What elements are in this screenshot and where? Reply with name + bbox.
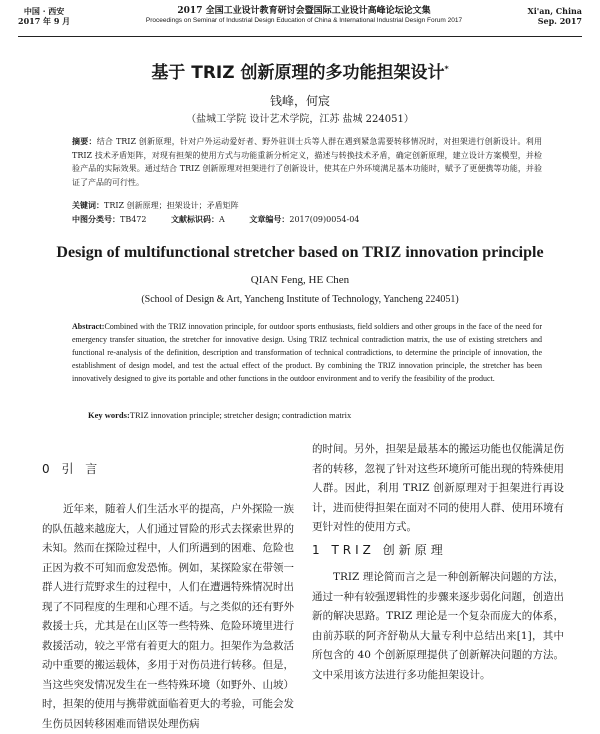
header-proceedings [96, 6, 512, 26]
header-date-en: Sep. 2017 [537, 16, 582, 26]
keywords-cn [72, 200, 239, 211]
header-location: 中国 · 西安 [23, 6, 65, 16]
authors-cn: 钱峰，何宸 [269, 94, 330, 108]
section-0-continuation [312, 440, 564, 538]
classification-line [72, 214, 381, 225]
article-number-value: 2017(09)0054-04 [289, 215, 360, 224]
abstract-cn-text: 结合 TRIZ 创新原理，针对户外运动爱好者、野外驻训士兵等人群在遇到紧急需要转移情况时，对担架进行创新设计。利用 TRIZ 技术矛盾矩阵，对现有担架的使用方式与功能重新分析定义，描述与转换技术矛盾，确定创新原理，建立设计方案模型，并检验产品的实际效果。通过结合 TRIZ 创新原理对担架进行了创新设计，使其在户外环境满足基本功能时，赋予了更便携等功能，并验证了产品的可行性。 [72, 137, 542, 187]
header-location-date [18, 6, 70, 26]
class-number-label: 中图分类号： [72, 215, 120, 224]
abstract-en [72, 320, 542, 385]
header-date-cn: 2017 年 9 月 [18, 16, 71, 26]
section-1-heading: 1 TRIZ 创新原理 [312, 543, 447, 557]
affiliation-en: (School of Design & Art, Yancheng Institute of Technology, Yancheng 224051) [141, 294, 459, 305]
running-header [18, 6, 582, 37]
paper-title-cn [0, 58, 600, 83]
keywords-en-label: Key words: [88, 410, 130, 420]
section-1-body [312, 568, 564, 685]
affiliation-cn: （盐城工学院 设计艺术学院，江苏 盐城 224051） [186, 114, 414, 125]
class-number [72, 215, 146, 224]
section-0-body [42, 500, 294, 734]
keywords-en [88, 410, 351, 420]
abstract-cn [72, 135, 542, 189]
header-city-en: Xi'an, China [527, 6, 582, 16]
keywords-en-text: TRIZ innovation principle; stretcher design; contradiction matrix [129, 410, 352, 420]
doc-code [171, 215, 225, 224]
header-proceedings-cn: 2017 全国工业设计教育研讨会暨国际工业设计高峰论坛论文集 [177, 6, 431, 16]
abstract-en-label: Abstract: [72, 322, 105, 331]
section-0-paragraph: 近年来，随着人们生活水平的提高，户外探险一族的队伍越来越庞大，人们通过冒险的形式去探索世界的未知。然而在探险过程中，人们所遇到的困难、危险也正因为救不可知而愈发恐怖。例如，某探险家在带领一群人进行荒野求生的过程中，人们在遭遇特殊情况时出现了不同程度的生理和心理不适。与之类似的还有野外救援士兵，尤其是在山区等一些特殊、危险环境里进行救援活动，较之平常有着更大的阻力。担架作为急救活动中重要的搬运载体，多用于对伤员进行转移。但是，当这些突发情况发生在一些特殊环境（如野外、山坡）时，担架的使用与携带就面临着更大的考验，可能会发生伤员因转移困难而错误处理伤病 [42, 503, 294, 730]
keywords-cn-label: 关键词： [72, 200, 104, 210]
section-0-heading: 0 引 言 [42, 462, 102, 476]
title-footnote-mark: * [444, 64, 449, 74]
article-number [249, 215, 359, 224]
abstract-en-text: Combined with the TRIZ innovation principle, for outdoor sports enthusiasts, field soldiers and other groups in the face of the need for emergency transfer situation, the stretcher for innovative design. Using TRIZ technical contradiction matrix, the use of existing stretchers and functional re-analysis of the definition, description and transformation of technical contradictions, to determine the principle of innovation, the establishment of design model, and test the actual effect of the product. By combining the TRIZ innovation principle, the stretcher has been innovatively designed to give its portable and other functions in the outdoor environment and to verify the feasibility of the product. [72, 322, 542, 383]
doc-code-label: 文献标识码： [171, 215, 220, 224]
paper-title-cn-text: 基于 TRIZ 创新原理的多功能担架设计 [151, 63, 445, 83]
article-number-label: 文章编号： [249, 215, 290, 224]
authors-en: QIAN Feng, HE Chen [250, 274, 350, 286]
abstract-cn-label: 摘要： [72, 137, 97, 146]
section-0-continuation-paragraph: 的时间。另外，担架是最基本的搬运功能也仅能满足伤者的转移，忽视了针对这些环境所可能出现的特殊使用人群。因此，利用 TRIZ 创新原理对于担架进行再设计，进而使得担架在面对不同的使用人群、使用环境有更针对性的使用方式。 [312, 443, 564, 533]
header-location-en [528, 6, 583, 26]
keywords-cn-text: TRIZ 创新原理；担架设计；矛盾矩阵 [104, 201, 239, 210]
header-proceedings-en: Proceedings on Seminar of Industrial Design Education of China & International Industrial Design Forum 2017 [145, 17, 463, 24]
section-1-paragraph: TRIZ 理论简而言之是一种创新解决问题的方法，通过一种有较强逻辑性的步骤来逐步弱化问题，创造出新的解决思路。TRIZ 理论是一个复杂而庞大的体系，由前苏联的阿齐舒勒从大量专利中总结出来[1]，其中所包含的 40 个创新原理提供了创新解决问题的方法。文中采用该方法进行多功能担架设计。 [312, 571, 564, 681]
class-number-value: TB472 [120, 215, 147, 224]
doc-code-value: A [219, 215, 225, 224]
paper-title-en: Design of multifunctional stretcher based on TRIZ innovation principle [56, 244, 544, 261]
